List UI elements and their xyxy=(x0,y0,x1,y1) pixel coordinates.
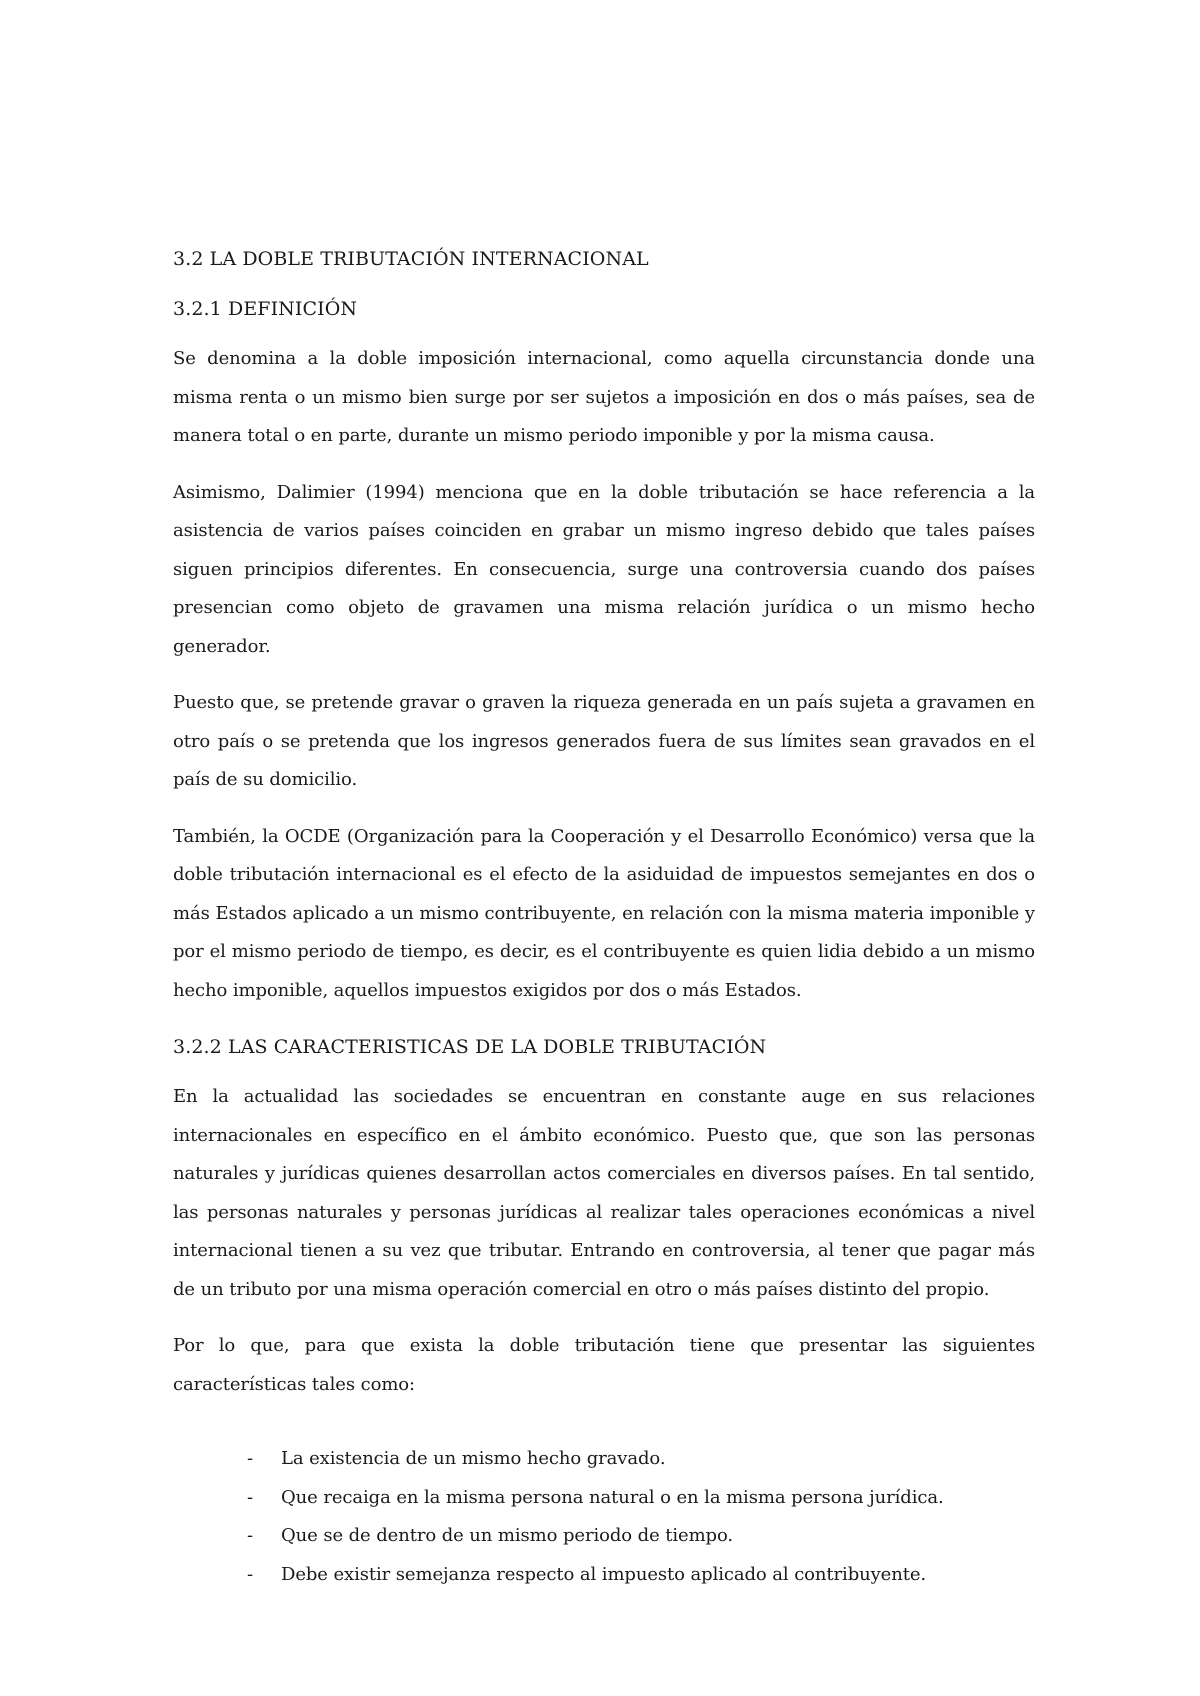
paragraph-ocde: También, la OCDE (Organización para la Cooperación y el Desarrollo Económico) versa que la doble tributación internacional es el efecto de la asiduidad de impuestos semejantes en dos o más Estados aplicado a un mismo contribuyente, en relación con la misma materia imponible y por el mismo periodo de tiempo, es decir, es el contribuyente es quien lidia debido a un mismo hecho imponible, aquellos impuestos exigidos por dos o más Estados. xyxy=(173,825,1035,1001)
definition-heading: 3.2.1 DEFINICIÓN xyxy=(173,298,358,320)
dash-bullet: - xyxy=(247,1525,253,1546)
paragraph-actualidad: En la actualidad las sociedades se encuentran en constante auge en sus relaciones internacionales en específico en el ámbito económico. Puesto que, que son las personas naturales y jurídicas quienes desarrollan actos comerciales en diversos países. En tal sentido, las personas naturales y personas jurídicas al realizar tales operaciones económicas a nivel internacional tienen a su vez que tributar. Entrando en controversia, al tener que pagar más de un tributo por una misma operación comercial en otro o más países distinto del propio. xyxy=(173,1086,1035,1300)
paragraph-dalimier: Asimismo, Dalimier (1994) menciona que en la doble tributación se hace referencia a la asistencia de varios países coinciden en grabar un mismo ingreso debido que tales países siguen principios diferentes. En consecuencia, surge una controversia cuando dos países presencian como objeto de gravamen una misma relación jurídica o un mismo hecho generador. xyxy=(173,481,1035,657)
list-item-text: Debe existir semejanza respecto al impuesto aplicado al contribuyente. xyxy=(281,1563,927,1585)
list-item xyxy=(173,1517,1035,1556)
paragraph-puesto-que: Puesto que, se pretende gravar o graven la riqueza generada en un país sujeta a gravamen en otro país o se pretenda que los ingresos generados fuera de sus límites sean gravados en el país de su domicilio. xyxy=(173,692,1035,790)
paragraph-definition: Se denomina a la doble imposición internacional, como aquella circunstancia donde una misma renta o un mismo bien surge por ser sujetos a imposición en dos o más países, sea de manera total o en parte, durante un mismo periodo imponible y por la misma causa. xyxy=(173,348,1035,446)
list-item xyxy=(173,1440,1035,1479)
list-item-text: Que recaiga en la misma persona natural o en la misma persona jurídica. xyxy=(281,1486,944,1508)
characteristics-list xyxy=(173,1440,1035,1594)
dash-bullet: - xyxy=(247,1448,253,1469)
page-content xyxy=(173,240,1035,1594)
paragraph-por-lo-que: Por lo que, para que exista la doble tributación tiene que presentar las siguientes características tales como: xyxy=(173,1335,1035,1395)
section-heading: 3.2 LA DOBLE TRIBUTACIÓN INTERNACIONAL xyxy=(173,248,649,270)
characteristics-heading: 3.2.2 LAS CARACTERISTICAS DE LA DOBLE TRIBUTACIÓN xyxy=(173,1036,767,1058)
list-item-text: Que se de dentro de un mismo periodo de tiempo. xyxy=(281,1525,734,1546)
dash-bullet: - xyxy=(247,1563,253,1585)
list-item-text: La existencia de un mismo hecho gravado. xyxy=(281,1448,666,1469)
list-item xyxy=(173,1479,1035,1518)
dash-bullet: - xyxy=(247,1486,253,1508)
list-item xyxy=(173,1556,1035,1595)
